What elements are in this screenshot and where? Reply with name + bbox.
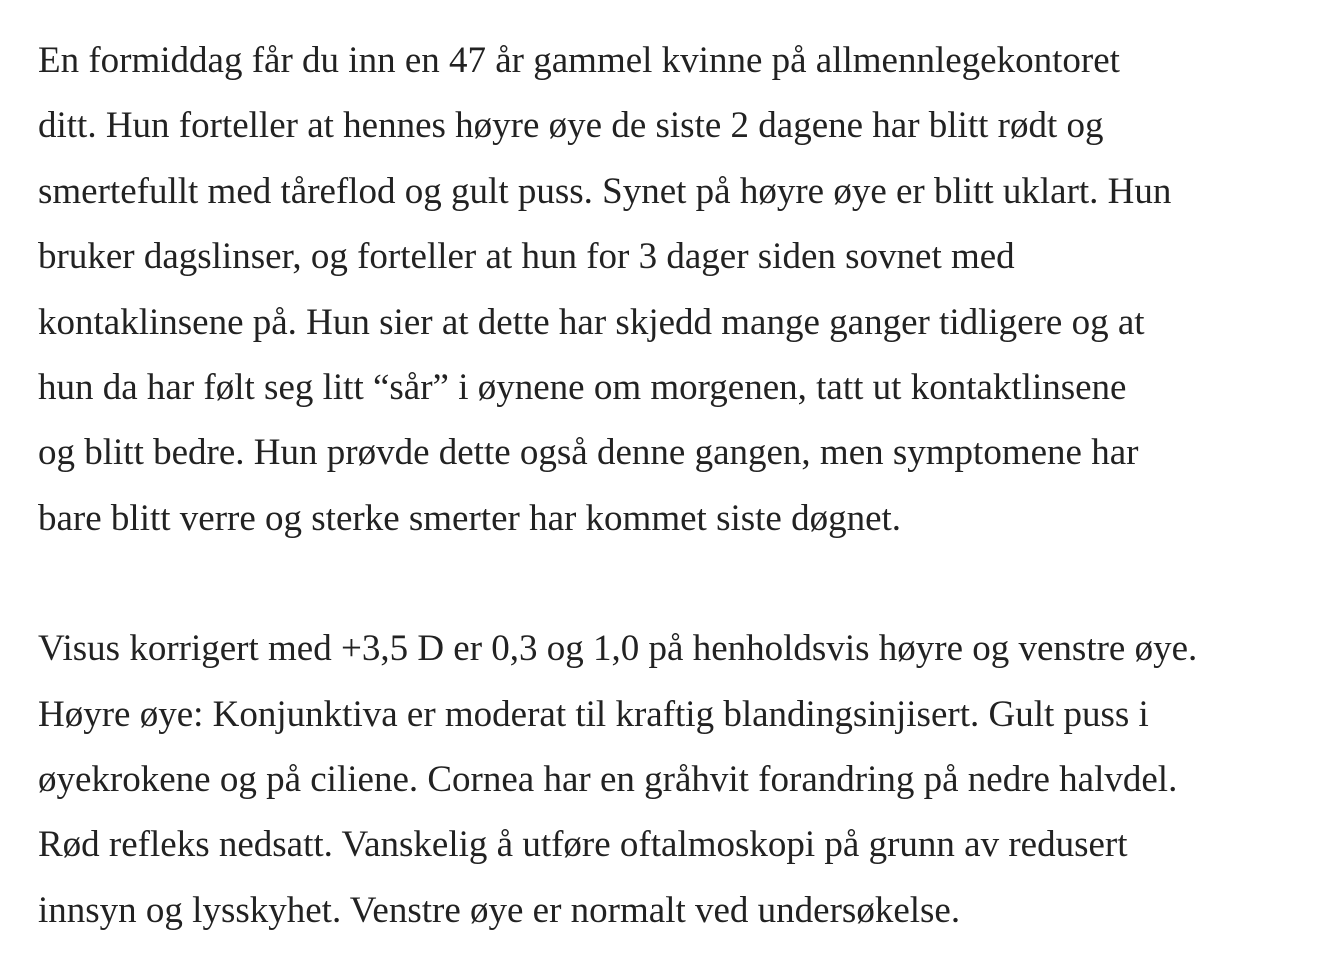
text-line: bruker dagslinser, og forteller at hun for 3 dager siden sovnet med	[38, 236, 1015, 278]
text-line: øyekrokene og på ciliene. Cornea har en gråhvit forandring på nedre halvdel.	[38, 759, 1178, 801]
examination-findings-paragraph	[38, 616, 1328, 943]
text-line: innsyn og lysskyhet. Venstre øye er normalt ved undersøkelse.	[38, 889, 961, 931]
text-line: Rød refleks nedsatt. Vanskelig å utføre oftalmoskopi på grunn av redusert	[38, 824, 1128, 866]
text-line: En formiddag får du inn en 47 år gammel kvinne på allmennlegekontoret	[38, 40, 1120, 81]
text-line: kontaklinsene på. Hun sier at dette har skjedd mange ganger tidligere og at	[38, 301, 1145, 343]
text-line: Visus korrigert med +3,5 D er 0,3 og 1,0 på henholdsvis høyre og venstre øye.	[38, 628, 1198, 670]
text-line: Høyre øye: Konjunktiva er moderat til kraftig blandingsinjisert. Gult puss i	[38, 693, 1149, 735]
case-text	[38, 28, 1328, 943]
text-line: ditt. Hun forteller at hennes høyre øye de siste 2 dagene har blitt rødt og	[38, 105, 1104, 147]
text-line: og blitt bedre. Hun prøvde dette også denne gangen, men symptomene har	[38, 432, 1139, 474]
text-line: smertefullt med tåreflod og gult puss. Synet på høyre øye er blitt uklart. Hun	[38, 170, 1172, 212]
case-history-paragraph	[38, 28, 1328, 551]
text-line: hun da har følt seg litt “sår” i øynene om morgenen, tatt ut kontaktlinsene	[38, 367, 1127, 409]
text-line: bare blitt verre og sterke smerter har kommet siste døgnet.	[38, 497, 902, 539]
